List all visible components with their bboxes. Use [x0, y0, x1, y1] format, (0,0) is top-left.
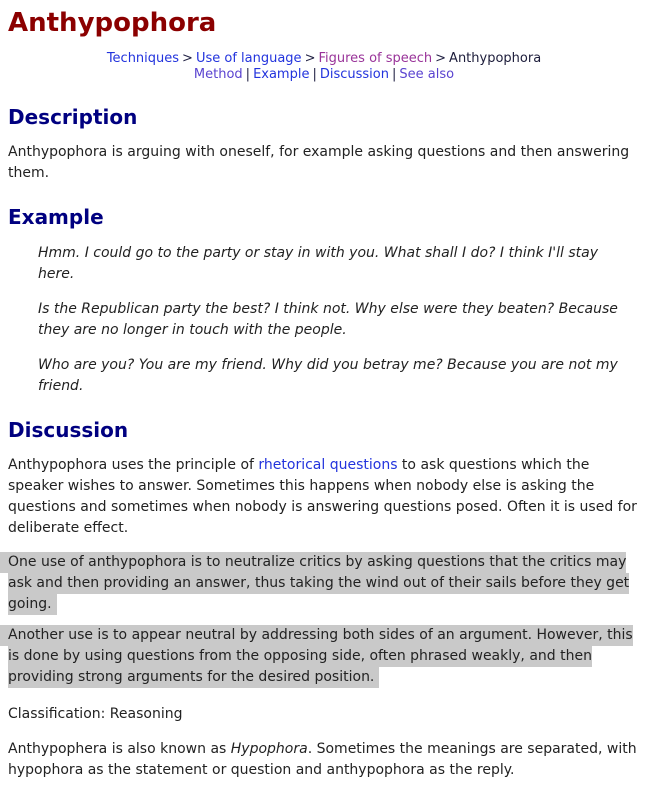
example-quote-1: Hmm. I could go to the party or stay in with you. What shall I do? I think I'll stay here.	[38, 244, 599, 282]
alias-paragraph	[8, 739, 640, 781]
discussion-intro-text-after: to ask questions which the speaker wishes to answer. Sometimes this happens when nobody else is asking the questions and sometimes when nobody is answering questions posed. Often it is used for deliberate effect.	[8, 456, 637, 536]
nav-link-discussion[interactable]: Discussion	[319, 67, 389, 83]
highlighted-paragraph-2	[8, 625, 640, 688]
example-quote-2: Is the Republican party the best? I think not. Why else were they beaten? Because they are no longer in touch with the people.	[38, 300, 618, 338]
section-heading-description: Description	[8, 104, 138, 129]
breadcrumb-current-page: Anthypophora	[449, 51, 542, 67]
section-heading-example: Example	[8, 204, 104, 229]
page-title: Anthypophora	[8, 8, 217, 38]
breadcrumb-separator: >	[435, 51, 447, 67]
breadcrumb-link-techniques[interactable]: Techniques	[106, 51, 180, 67]
highlighted-text-1: One use of anthypophora is to neutralize critics by asking questions that the critics may ask and then providing an answer, thus taking the wind out of their sails before they get going.	[0, 552, 629, 615]
discussion-intro-text-before: Anthypophora uses the principle of	[8, 456, 259, 473]
alias-text-before: Anthypophera is also known as	[8, 740, 231, 757]
rhetorical-questions-link[interactable]: rhetorical questions	[258, 456, 398, 473]
classification-text: Classification: Reasoning	[8, 705, 183, 722]
description-text: Anthypophora is arguing with oneself, for example asking questions and then answering them.	[8, 143, 630, 181]
nav-separator: |	[392, 67, 397, 83]
nav-separator: |	[312, 67, 317, 83]
nav-link-method[interactable]: Method	[193, 67, 243, 83]
highlighted-text-2: Another use is to appear neutral by addressing both sides of an argument. However, this is done by using questions from the opposing side, often phrased weakly, and then providing strong arguments for the desired position.	[0, 625, 633, 688]
alias-text-after: . Sometimes the meanings are separated, with hypophora as the statement or question and anthypophora as the reply.	[8, 740, 637, 778]
nav-link-see-also[interactable]: See also	[399, 67, 455, 83]
breadcrumb-link-figures-of-speech[interactable]: Figures of speech	[318, 51, 433, 67]
alias-term: Hypophora	[230, 740, 308, 757]
breadcrumb-separator: >	[182, 51, 193, 67]
discussion-intro-paragraph	[8, 455, 640, 539]
nav-link-example[interactable]: Example	[253, 67, 310, 83]
example-quote-3: Who are you? You are my friend. Why did you betray me? Because you are not my friend.	[38, 356, 618, 394]
breadcrumb-link-use-of-language[interactable]: Use of language	[195, 51, 302, 67]
breadcrumb	[8, 51, 640, 67]
highlighted-paragraph-1	[8, 552, 640, 615]
page-nav	[8, 67, 640, 83]
page	[8, 8, 640, 781]
section-heading-discussion: Discussion	[8, 417, 129, 442]
breadcrumb-separator: >	[304, 51, 316, 67]
nav-separator: |	[245, 67, 251, 83]
